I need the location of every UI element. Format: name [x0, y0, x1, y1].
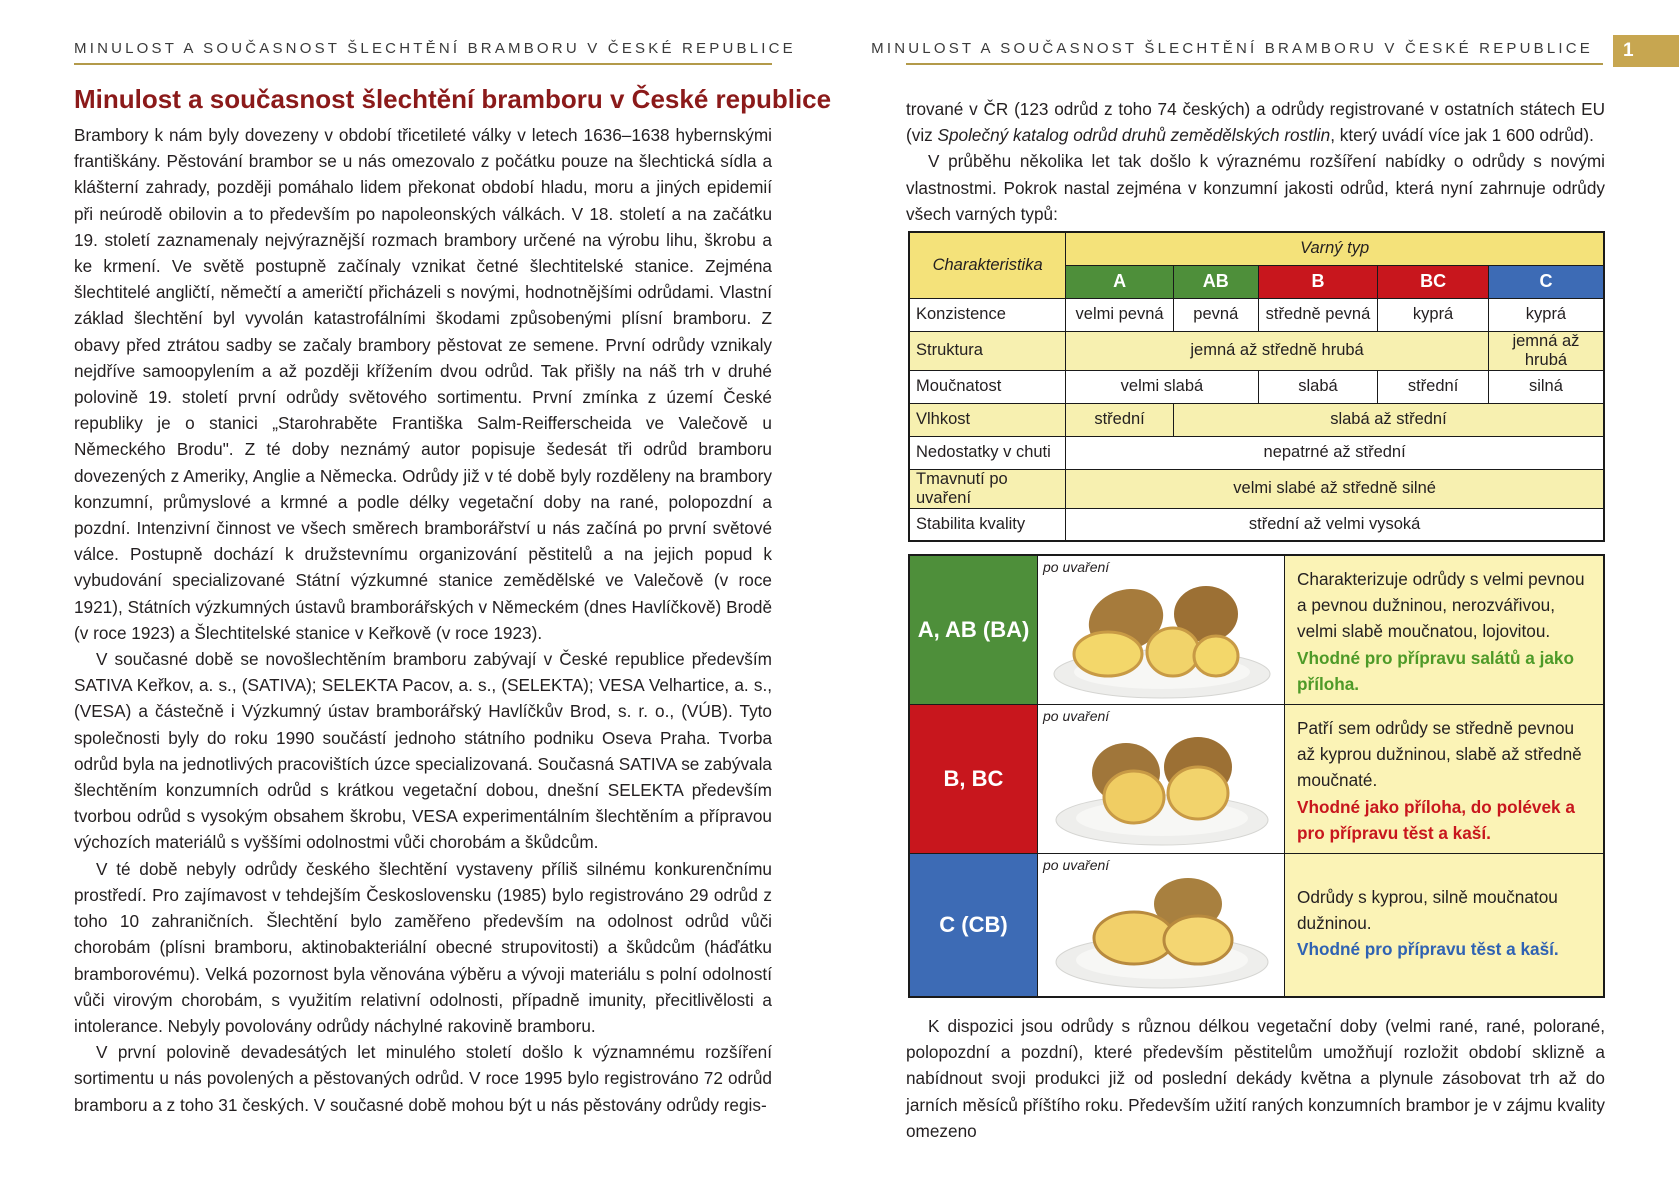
characteristic-header: Charakteristika	[909, 232, 1066, 298]
registered-text-a: trované v ČR (123 odrůd z toho 74 českých) a odrůdy registrované v ostatních státech EU (viz	[906, 99, 1605, 146]
catalog-title: Společný katalog odrůd druhů zemědělských rostlin	[937, 125, 1331, 146]
table-cell: středně pevná	[1258, 298, 1378, 331]
table-row	[909, 403, 1604, 436]
type-label-c: C (CB)	[910, 854, 1038, 996]
header-rule-left	[74, 63, 772, 65]
type-bc-header: BC	[1378, 265, 1489, 298]
type-c-header: C	[1488, 265, 1604, 298]
paragraph-competition: V té době nebyly odrůdy českého šlechtění vystaveny příliš silnému konkurenčnímu prostředí. Pro zajímavost v tehdejším Československu (1985) bylo registrováno 29 odrůd z toho 10 zahraničních. Šlechtění bylo zaměřeno především na odolnost odrůd vůči chorobám (plísni bramboru, aktinobakteriální obecné strupovitosti) a škůdcům (háďátku bramborovému). Velká pozornost byla věnována výběru a vývoji materiálu s polní odolností vůči virovým chorobám, s využitím relativní odolnosti, případně imunity, přecitlivělosti a intolerance. Nebyly povolovány odrůdy náchylné rakovině bramboru.	[74, 858, 772, 1036]
paragraph-registered	[906, 96, 1605, 148]
table-row	[909, 469, 1604, 508]
type-description-a	[1285, 556, 1603, 704]
row-label-tmavnuti: Tmavnutí po uvaření	[909, 469, 1066, 508]
row-label-konzistence: Konzistence	[909, 298, 1066, 331]
type-description-c	[1285, 854, 1603, 996]
potato-photo-c	[1038, 854, 1285, 996]
paragraph-nineties: V první polovině devadesátých let minulého století došlo k významnému rozšíření sortimentu u nás povolených a pěstovaných odrůd. V roce 1995 bylo registrováno 72 odrůd bramboru a z toho 31 českých. V současné době mohou být u nás pěstovány odrůdy regis-	[74, 1042, 772, 1115]
table-cell: kyprá	[1488, 298, 1604, 331]
table-cell: střední	[1066, 403, 1174, 436]
table-row	[909, 298, 1604, 331]
potato-plate-image	[1038, 705, 1285, 853]
description-text: Patří sem odrůdy se středně pevnou až kyprou dužninou, slabě až středně moučnaté.	[1297, 718, 1582, 791]
right-closing-text	[906, 1013, 1605, 1144]
registered-text-b: , který uvádí více jak 1 600 odrůd).	[1330, 125, 1594, 146]
paragraph-vegetation: K dispozici jsou odrůdy s různou délkou vegetační doby (velmi rané, rané, polorané, polopozdní a pozdní), které především pěstitelům umožňují rozložit období sklizně a nabídnout svoji produkci již od poslední dekády května a plynule zásobovat trh až do jarních měsíců příštího roku. Především užití raných konzumních brambor je v zájmu kvality omezeno	[906, 1016, 1605, 1141]
table-cell: kyprá	[1378, 298, 1489, 331]
paragraph-history: Brambory k nám byly dovezeny v období třicetileté války v letech 1636–1638 hybernskými františkány. Pěstování brambor se u nás omezovalo z počátku pouze na šlechtická sídla a klášterní zahrady, později pomáhalo lidem překonat období hladu, moru a jiných epidemií při neúrodě obilovin a to především po napoleonských válkách. V 18. století a na začátku 19. století zaznamenaly nejvýraznější rozmach brambory určené na výrobu lihu, škrobu a ke krmení. Ve světě postupně začínaly vznikat četné šlechtitelské stanice. Zejména šlechtitelé angličtí, němečtí a američtí přicházeli s novými, hodnotnějšími odrůdami. Vlastní základ šlechtění byl vyvolán katastrofálními škodami způsobenými plísní bramboru. Z obavy před ztrátou sadby se začaly brambory pěstovat ze semene. První odrůdy vznikaly nejdříve samoopylením a až později křížením dvou odrůd. Tak přišly na náš trh v druhé polovině 19. století první odrůdy světového sortimentu. První zmínka z území České republiky je o stanici „Starohraběte Františka Salm-Reifferscheida ve Valečově u Německého Brodu". Z té doby neznámý autor popisuje šedesát tři odrůd bramboru dovezených z Ameriky, Anglie a Německa. Odrůdy již v té době byly rozděleny na brambory konzumní, průmyslové a krmné a podle délky vegetační doby na rané, polopozdní a pozdní. Intenzivní činnost ve všech směrech bramborářství u nás začíná po první světové válce. Postupně dochází k družstevnímu organizování pěstitelů a na jejich popud k vybudování specializované Státní výzkumné stanice zemědělské ve Valečově (v roce 1921), Státních výzkumných ústavů bramborářských v Německém (dnes Havlíčkově) Brodě (v roce 1923) a Šlechtitelské stanice v Keřkově (v roce 1923).	[74, 125, 772, 643]
row-label-moucnatost: Moučnatost	[909, 370, 1066, 403]
left-body-text	[74, 122, 772, 1118]
row-label-struktura: Struktura	[909, 331, 1066, 370]
table-cell: velmi slabé až středně silné	[1066, 469, 1604, 508]
row-label-stabilita: Stabilita kvality	[909, 508, 1066, 541]
table-header-row	[909, 232, 1604, 265]
table-cell: silná	[1488, 370, 1604, 403]
potato-plate-image	[1038, 854, 1285, 996]
potato-photo-b	[1038, 705, 1285, 853]
table-cell: velmi slabá	[1066, 370, 1258, 403]
table-row	[909, 436, 1604, 469]
type-b-header: B	[1258, 265, 1378, 298]
recommendation-text: Vhodné pro přípravu těst a kaší.	[1297, 939, 1559, 960]
recommendation-text: Vhodné jako příloha, do polévek a pro přípravu těst a kaší.	[1297, 796, 1575, 843]
type-ab-header: AB	[1173, 265, 1258, 298]
table-cell: střední	[1378, 370, 1489, 403]
description-text: Charakterizuje odrůdy s velmi pevnou a pevnou dužninou, nerozvářivou, velmi slabě moučnatou, lojovitou.	[1297, 569, 1585, 642]
paragraph-breeders: V současné době se novošlechtěním bramboru zabývají v České republice především SATIVA Keřkov, a. s., (SATIVA); SELEKTA Pacov, a. s., (SELEKTA); VESA Velhartice, a. s., (VESA) a částečně i Výzkumný ústav bramborářský Havlíčkův Brod, s. r. o., (VÚB). Tyto společnosti byly do roku 1990 součástí jednoho státního podniku Oseva Praha. Tvorba odrůd byla na jednotlivých pracovištích úzce specializovaná. Současná SATIVA se zabývala šlechtěním konzumních odrůd s krátkou vegetační dobou, dnešní SELEKTA především tvorbou odrůd s vysokým obsahem škrobu, VESA experimentálním šlechtěním a přípravou výchozích materiálů s vyššími odolnostmi vůči chorobám a škůdcům.	[74, 649, 772, 853]
table-cell: velmi pevná	[1066, 298, 1174, 331]
running-head-right: MINULOST A SOUČASNOST ŠLECHTĚNÍ BRAMBORU V ČESKÉ REPUBLICE	[871, 40, 1593, 57]
page-number: 1	[1613, 35, 1679, 67]
type-label-b: B, BC	[910, 705, 1038, 853]
table-row	[909, 331, 1604, 370]
header-rule-right	[906, 63, 1603, 65]
type-a-header: A	[1066, 265, 1174, 298]
right-intro-text	[906, 96, 1605, 227]
table-row	[909, 508, 1604, 541]
type-description-b	[1285, 705, 1603, 853]
cooking-type-row-a	[910, 556, 1603, 705]
cooking-type-row-c	[910, 854, 1603, 996]
recommendation-text: Vhodné pro přípravu salátů a jako příloha.	[1297, 647, 1574, 694]
table-cell: slabá až střední	[1173, 403, 1604, 436]
photo-caption: po uvaření	[1043, 857, 1110, 873]
cooking-type-table	[908, 231, 1605, 542]
chapter-title: Minulost a současnost šlechtění bramboru v České republice	[74, 84, 832, 114]
table-cell: slabá	[1258, 370, 1378, 403]
row-label-nedostatky: Nedostatky v chuti	[909, 436, 1066, 469]
paragraph-progress: V průběhu několika let tak došlo k výraznému rozšíření nabídky o odrůdy s novými vlastnostmi. Pokrok nastal zejména v konzumní jakosti odrůd, která nyní zahrnuje odrůdy všech varných typů:	[906, 151, 1605, 224]
potato-plate-image	[1038, 556, 1285, 704]
cooking-type-row-b	[910, 705, 1603, 854]
table-cell: pevná	[1173, 298, 1258, 331]
photo-caption: po uvaření	[1043, 559, 1110, 575]
row-label-vlhkost: Vlhkost	[909, 403, 1066, 436]
table-row	[909, 370, 1604, 403]
running-head-left: MINULOST A SOUČASNOST ŠLECHTĚNÍ BRAMBORU V ČESKÉ REPUBLICE	[74, 40, 796, 57]
table-cell: jemná až středně hrubá	[1066, 331, 1489, 370]
type-label-a: A, AB (BA)	[910, 556, 1038, 704]
varny-typ-header: Varný typ	[1066, 232, 1604, 265]
table-cell: jemná až hrubá	[1488, 331, 1604, 370]
description-text: Odrůdy s kyprou, silně moučnatou dužninou.	[1297, 887, 1558, 934]
cooking-type-panel	[908, 554, 1605, 998]
table-cell: nepatrné až střední	[1066, 436, 1604, 469]
table-cell: střední až velmi vysoká	[1066, 508, 1604, 541]
photo-caption: po uvaření	[1043, 708, 1110, 724]
potato-photo-a	[1038, 556, 1285, 704]
